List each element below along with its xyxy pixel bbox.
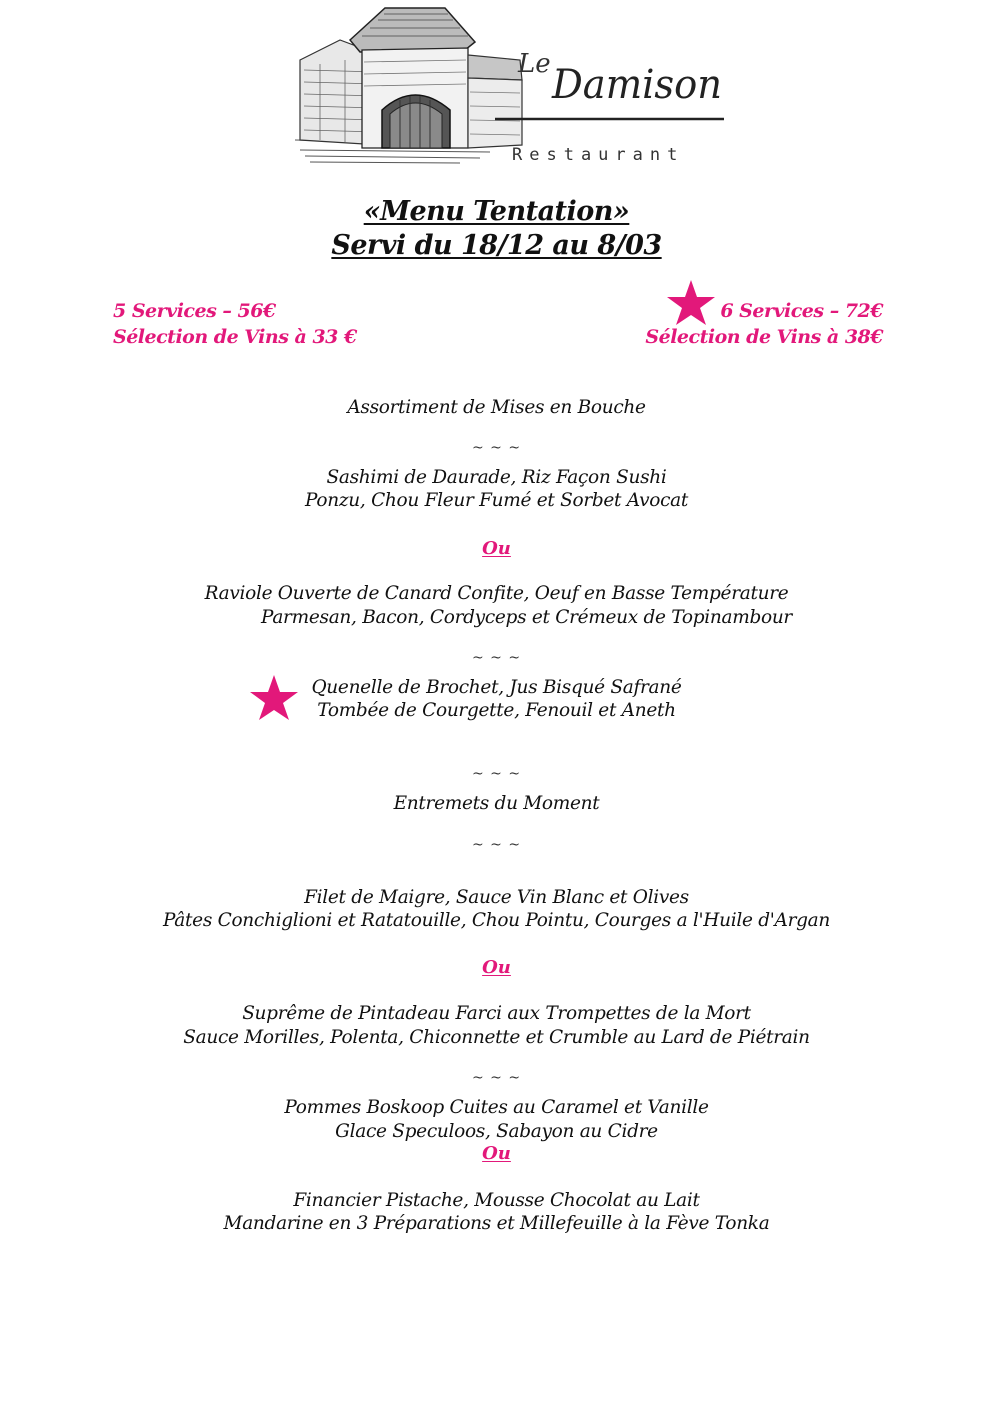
dessert-a-line2: Glace Speculoos, Sabayon au Cidre xyxy=(335,1121,658,1142)
starter-a-line1: Sashimi de Daurade, Riz Façon Sushi xyxy=(326,467,667,488)
menu-dates: Servi du 18/12 au 8/03 xyxy=(331,230,662,261)
main-a-line2: Pâtes Conchiglioni et Ratatouille, Chou Pointu, Courges a l'Huile d'Argan xyxy=(162,910,831,931)
starter-b-line1: Raviole Ouverte de Canard Confite, Oeuf en Basse Température xyxy=(204,583,789,604)
main-b-line2: Sauce Morilles, Polenta, Chiconnette et Crumble au Lard de Piétrain xyxy=(183,1027,810,1048)
restaurant-logo xyxy=(290,0,730,172)
starter-b-line2: Parmesan, Bacon, Cordyceps et Crémeux de Topinambour xyxy=(261,607,792,628)
main-a-line1: Filet de Maigre, Sauce Vin Blanc et Olives xyxy=(304,887,689,908)
price-6-services: 6 Services – 72€ xyxy=(720,300,883,322)
or-label: Ou xyxy=(482,1143,511,1164)
course-amuse: Assortiment de Mises en Bouche xyxy=(347,397,646,418)
course-separator: ~ ~ ~ xyxy=(471,837,522,853)
or-label: Ou xyxy=(482,957,511,978)
price-5-services: 5 Services – 56€ xyxy=(113,300,276,322)
wine-selection-6: Sélection de Vins à 38€ xyxy=(645,326,883,348)
dessert-b-line2: Mandarine en 3 Préparations et Millefeuille à la Fève Tonka xyxy=(223,1213,770,1234)
wine-selection-5: Sélection de Vins à 33 € xyxy=(113,326,357,348)
gatehouse-illustration xyxy=(290,0,730,172)
course-separator: ~ ~ ~ xyxy=(471,1070,522,1086)
logo-name-main: Damison xyxy=(551,62,722,108)
fish-course-line2: Tombée de Courgette, Fenouil et Aneth xyxy=(317,700,676,721)
course-entremets: Entremets du Moment xyxy=(393,793,600,814)
dessert-a-line1: Pommes Boskoop Cuites au Caramel et Vanille xyxy=(284,1097,709,1118)
menu-title: «Menu Tentation» xyxy=(363,196,630,227)
star-icon xyxy=(666,279,716,327)
course-separator: ~ ~ ~ xyxy=(471,440,522,456)
main-b-line1: Suprême de Pintadeau Farci aux Trompettes de la Mort xyxy=(242,1003,751,1024)
fish-course-line1: Quenelle de Brochet, Jus Bisqué Safrané xyxy=(311,677,682,698)
dessert-b-line1: Financier Pistache, Mousse Chocolat au Lait xyxy=(293,1190,700,1211)
or-label: Ou xyxy=(482,538,511,559)
course-separator: ~ ~ ~ xyxy=(471,650,522,666)
logo-subtitle: Restaurant xyxy=(512,145,685,165)
starter-a-line2: Ponzu, Chou Fleur Fumé et Sorbet Avocat xyxy=(305,490,688,511)
logo-name-prefix: Le xyxy=(518,49,551,79)
course-separator: ~ ~ ~ xyxy=(471,766,522,782)
